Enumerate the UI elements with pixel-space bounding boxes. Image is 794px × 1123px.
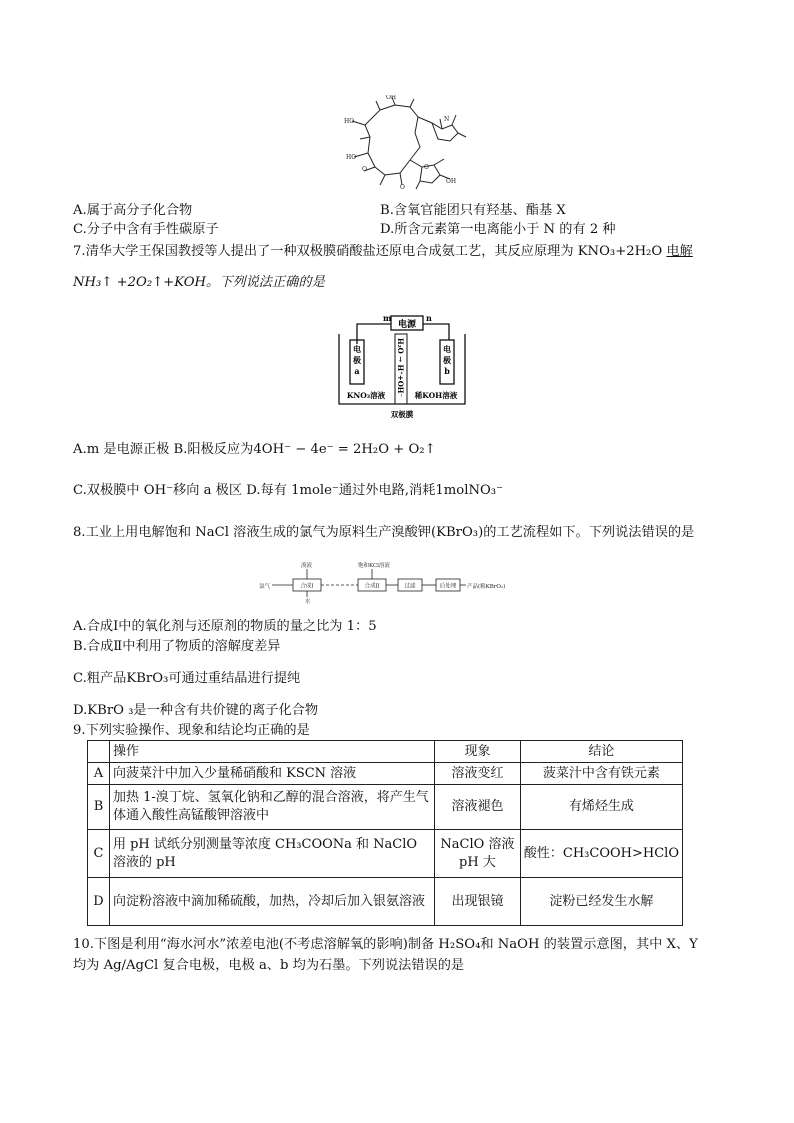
electrode-a-label: 电 (353, 344, 361, 354)
electrode-b-label: 电 (443, 344, 451, 354)
electrode-a-label: a (354, 366, 360, 376)
power-source-label: 电源 (397, 320, 417, 330)
flow-output-water: 水 (305, 599, 311, 605)
mol-label: HO (344, 118, 355, 125)
table-row (88, 785, 683, 830)
row-key: A (88, 763, 110, 785)
row-operation: 向淀粉溶液中滴加稀硫酸，加热，冷却后加入银氨溶液 (109, 878, 434, 926)
table-header (88, 741, 110, 763)
flow-product: 产品(粗KBrO₃) (467, 584, 506, 590)
q8-stem: 8.工业上用电解饱和 NaCl 溶液生成的氯气为原料生产溴酸钾(KBrO₃)的工艺流程如下。下列说法错误的是 (73, 525, 695, 540)
row-key: C (88, 830, 110, 878)
q9-stem: 9.下列实验操作、现象和结论均正确的是 (73, 723, 310, 738)
q6-option-c: C.分子中含有手性碳原子 (73, 222, 219, 237)
row-operation: 加热 1-溴丁烷、氢氧化钠和乙醇的混合溶液，将产生气体通入酸性高锰酸钾溶液中 (109, 785, 434, 830)
electrolysis-cell-diagram (337, 310, 467, 422)
table-header-row (88, 741, 683, 763)
q10-stem-line2: 均为 Ag/AgCl 复合电极，电极 a、b 均为石墨。下列说法错误的是 (73, 958, 465, 973)
mol-label: O (400, 184, 405, 190)
q6-option-b: B.含氧官能团只有羟基、酯基 X (380, 203, 566, 218)
right-solution-label: 稀KOH溶液 (414, 391, 458, 400)
q8-option-d: D.KBrO ₃是一种含有共价键的离子化合物 (73, 703, 319, 718)
row-phenomenon: 溶液褪色 (435, 785, 521, 830)
row-conclusion: 淀粉已经发生水解 (520, 878, 682, 926)
row-operation: 用 pH 试纸分别测量等浓度 CH₃COONa 和 NaClO 溶液的 pH (109, 830, 434, 878)
q8-option-b: B.合成Ⅱ中利用了物质的溶解度差异 (73, 639, 281, 654)
q7-stem-line2: NH₃↑ +2O₂↑+KOH。下列说法正确的是 (73, 275, 325, 290)
q7-options-ab: A.m 是电源正极 B.阳极反应为4OH⁻ − 4e⁻ = 2H₂O + O₂↑ (73, 442, 436, 457)
mol-label: OH (446, 178, 457, 185)
q10-stem-line1: 10.下图是利用“海水河水”浓差电池(不考虑溶解氧的影响)制备 H₂SO₄和 NaOH 的装置示意图，其中 X、Y (73, 937, 698, 952)
row-phenomenon: 溶液变红 (435, 763, 521, 785)
mol-label: O (424, 164, 429, 171)
q7-stem-line1: 7.清华大学王保国教授等人提出了一种双极膜硝酸盐还原电合成氨工艺，其反应原理为 KNO₃+2H₂O 电解 (73, 244, 693, 259)
flow-input-bromine: 溴液 (301, 563, 313, 569)
molecule-structure (340, 95, 470, 190)
electrode-b-label: b (444, 366, 450, 376)
row-phenomenon: 出现银镜 (435, 878, 521, 926)
q8-option-a: A.合成Ⅰ中的氧化剂与还原剂的物质的量之比为 1：5 (73, 619, 377, 634)
electrode-b-label: 极 (443, 355, 451, 365)
mol-label: HO (346, 154, 357, 161)
flow-step-4: 后处理 (439, 583, 457, 590)
row-operation: 向菠菜汁中加入少量稀硝酸和 KSCN 溶液 (109, 763, 434, 785)
table-header: 操作 (109, 741, 434, 763)
row-conclusion: 酸性：CH₃COOH>HClO (520, 830, 682, 878)
table-row (88, 878, 683, 926)
row-phenomenon: NaClO 溶液 pH 大 (435, 830, 521, 878)
membrane-ion-label: H₂O → H⁺+OH⁻ (396, 338, 405, 398)
flow-input-kcl: 饱和KCl溶液 (358, 563, 390, 569)
flow-input-chlorine: 氯气 (259, 584, 271, 590)
table-header: 结论 (520, 741, 682, 763)
flow-step-2: 合成Ⅱ (364, 583, 380, 590)
left-solution-label: KNO₃溶液 (346, 391, 386, 400)
process-flow-diagram (258, 560, 528, 612)
row-key: B (88, 785, 110, 830)
terminal-m-label: m (383, 313, 392, 323)
row-key: D (88, 878, 110, 926)
table-row (88, 763, 683, 785)
q9-experiment-table (87, 740, 683, 926)
flow-step-1: 合成Ⅰ (300, 583, 314, 590)
table-header: 现象 (435, 741, 521, 763)
mol-label: N (444, 116, 450, 123)
flow-step-3: 过滤 (404, 583, 416, 590)
mol-label: OH (386, 95, 397, 101)
row-conclusion: 菠菜汁中含有铁元素 (520, 763, 682, 785)
q8-option-c: C.粗产品KBrO₃可通过重结晶进行提纯 (73, 671, 301, 686)
q7-options-cd: C.双极膜中 OH⁻移向 a 极区 D.每有 1mole⁻通过外电路,消耗1molNO₃⁻ (73, 483, 504, 498)
membrane-label: 双极膜 (390, 410, 414, 419)
table-row (88, 830, 683, 878)
q6-option-a: A.属于高分子化合物 (73, 203, 193, 218)
mol-label: O (362, 166, 367, 173)
electrode-a-label: 极 (353, 355, 361, 365)
q6-option-d: D.所含元素第一电离能小于 N 的有 2 种 (380, 222, 616, 237)
row-conclusion: 有烯烃生成 (520, 785, 682, 830)
terminal-n-label: n (426, 313, 432, 323)
